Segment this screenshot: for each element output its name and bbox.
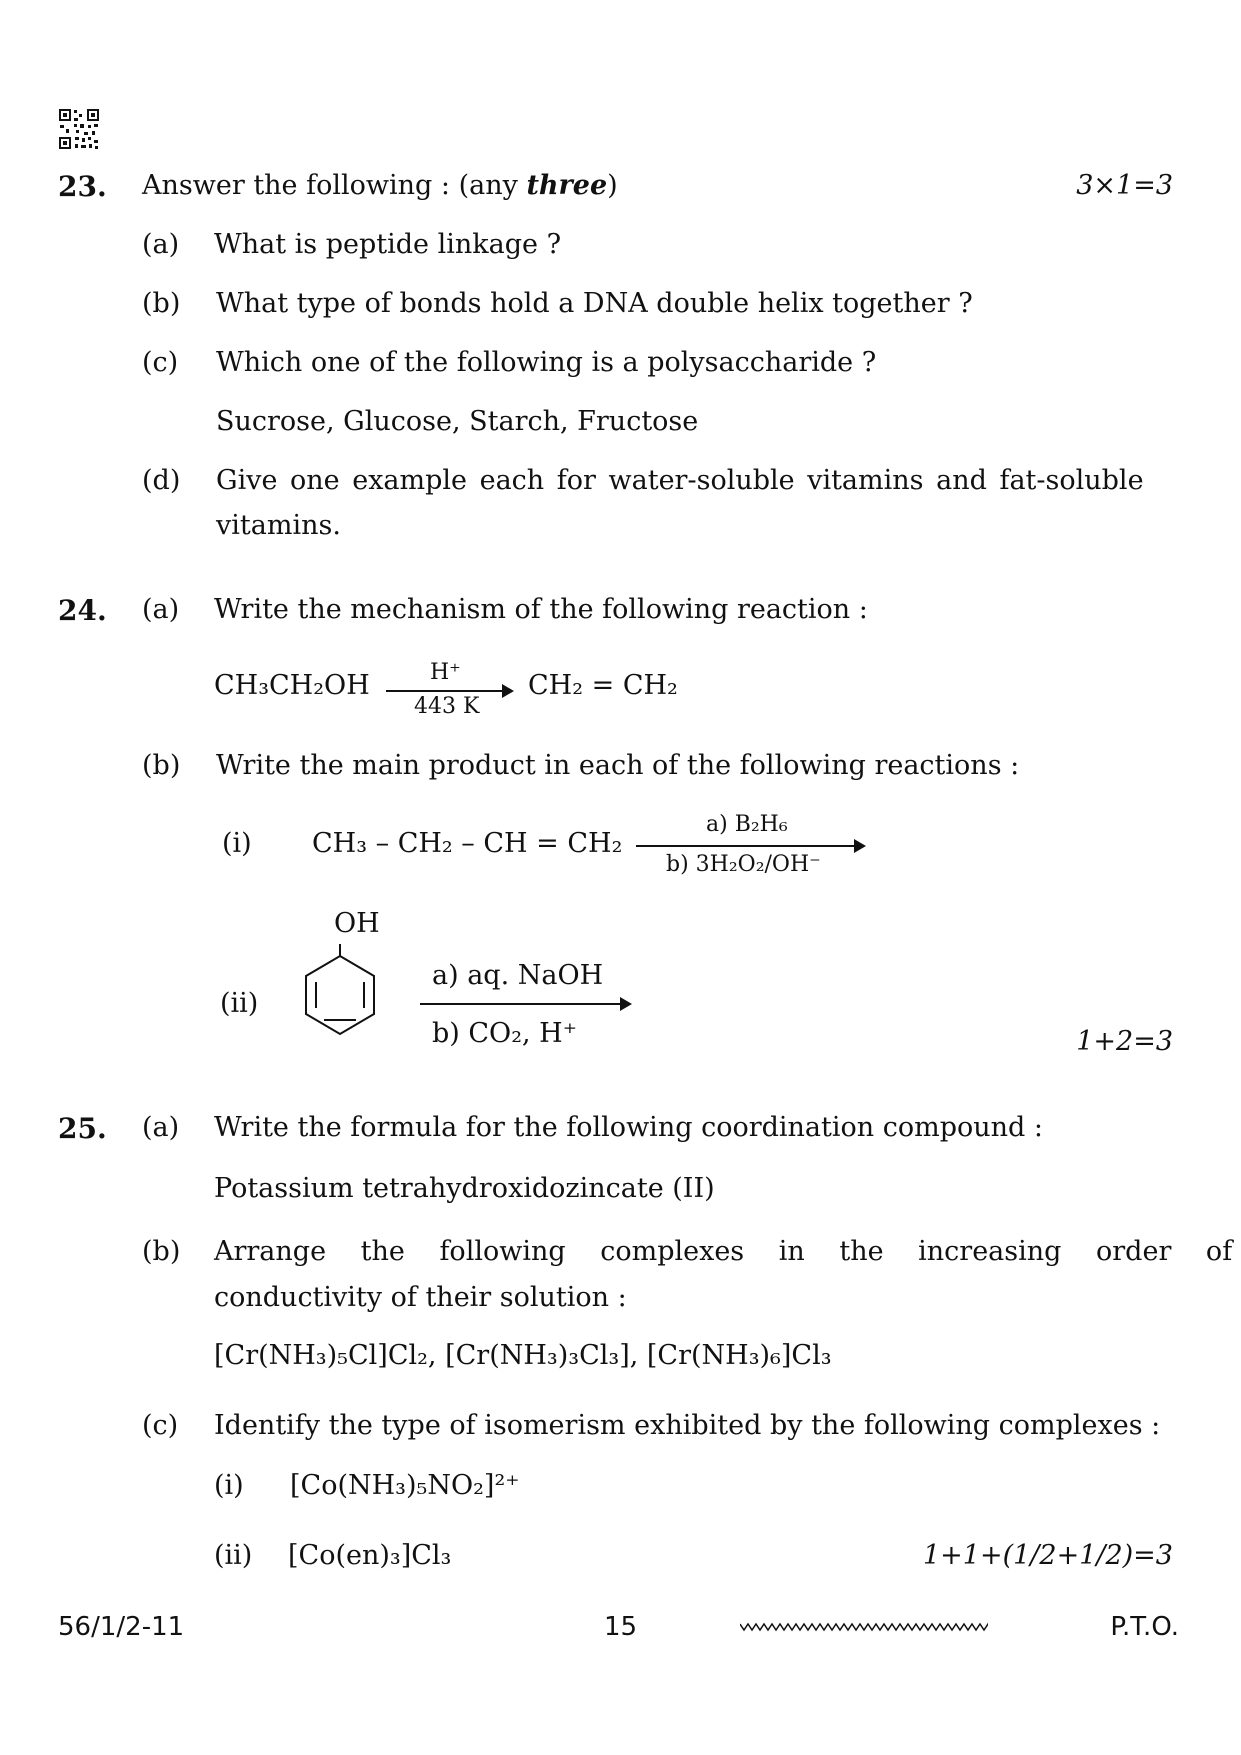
part-text: Arrange the following complexes in the increasing order of — [214, 1236, 1233, 1267]
page-number: 15 — [604, 1612, 638, 1642]
substituent: OH — [334, 908, 380, 939]
part-text: Give one example each for water-soluble vitamins and fat-soluble — [216, 465, 1144, 496]
part-label: (b) — [142, 750, 181, 781]
part-label: (a) — [142, 229, 180, 260]
part-label: (c) — [142, 1410, 179, 1441]
reagent-above: a) aq. NaOH — [432, 960, 604, 991]
options-text: Sucrose, Glucose, Starch, Fructose — [216, 406, 699, 437]
question-number: 23. — [58, 170, 107, 203]
part-text: Write the formula for the following coordination compound : — [214, 1112, 1043, 1143]
question-number: 25. — [58, 1112, 107, 1145]
part-label: (a) — [142, 1112, 180, 1143]
question-number: 24. — [58, 594, 107, 627]
complex: [Co(NH₃)₅NO₂]²⁺ — [290, 1470, 520, 1501]
pto-label: P.T.O. — [1110, 1612, 1179, 1642]
reagent-above: H⁺ — [430, 660, 461, 685]
reaction-arrow — [636, 845, 864, 847]
paper-code: 56/1/2-11 — [58, 1612, 185, 1642]
marks: 1+1+(1/2+1/2)=3 — [922, 1540, 1173, 1571]
subpart-label: (i) — [222, 828, 252, 859]
reagent-below: b) 3H₂O₂/OH⁻ — [666, 852, 821, 877]
complex-list: [Cr(NH₃)₅Cl]Cl₂, [Cr(NH₃)₃Cl₃], [Cr(NH₃)₆]Cl₃ — [214, 1340, 832, 1371]
part-text: What is peptide linkage ? — [214, 229, 562, 260]
reactant: CH₃ – CH₂ – CH = CH₂ — [312, 828, 623, 859]
part-text: Write the main product in each of the following reactions : — [216, 750, 1020, 781]
reaction-arrow — [420, 1003, 630, 1005]
compound-name: Potassium tetrahydroxidozincate (II) — [214, 1173, 715, 1204]
question-stem: Answer the following : (any three) — [142, 170, 618, 201]
marks: 1+2=3 — [1076, 1026, 1173, 1057]
complex: [Co(en)₃]Cl₃ — [288, 1540, 452, 1571]
wavy-line-icon — [740, 1620, 988, 1634]
part-text: Write the mechanism of the following reaction : — [214, 594, 868, 625]
part-text: Which one of the following is a polysaccharide ? — [216, 347, 877, 378]
part-text: conductivity of their solution : — [214, 1282, 627, 1313]
marks: 3×1=3 — [1076, 170, 1173, 201]
reagent-above: a) B₂H₆ — [706, 812, 788, 837]
reactant: CH₃CH₂OH — [214, 670, 370, 701]
part-text: Identify the type of isomerism exhibited by the following complexes : — [214, 1410, 1161, 1441]
part-text: What type of bonds hold a DNA double helix together ? — [216, 288, 973, 319]
benzene-ring-icon — [300, 944, 380, 1036]
subpart-label: (ii) — [214, 1540, 253, 1571]
reagent-below: 443 K — [414, 694, 480, 719]
subpart-label: (ii) — [220, 988, 259, 1019]
subpart-label: (i) — [214, 1470, 244, 1501]
qr-code-icon — [58, 108, 100, 150]
part-label: (a) — [142, 594, 180, 625]
part-label: (d) — [142, 465, 181, 496]
part-text: vitamins. — [216, 510, 341, 541]
reaction-arrow — [386, 690, 512, 692]
product: CH₂ = CH₂ — [528, 670, 678, 701]
part-label: (b) — [142, 1236, 181, 1267]
part-label: (c) — [142, 347, 179, 378]
reagent-below: b) CO₂, H⁺ — [432, 1018, 577, 1049]
part-label: (b) — [142, 288, 181, 319]
